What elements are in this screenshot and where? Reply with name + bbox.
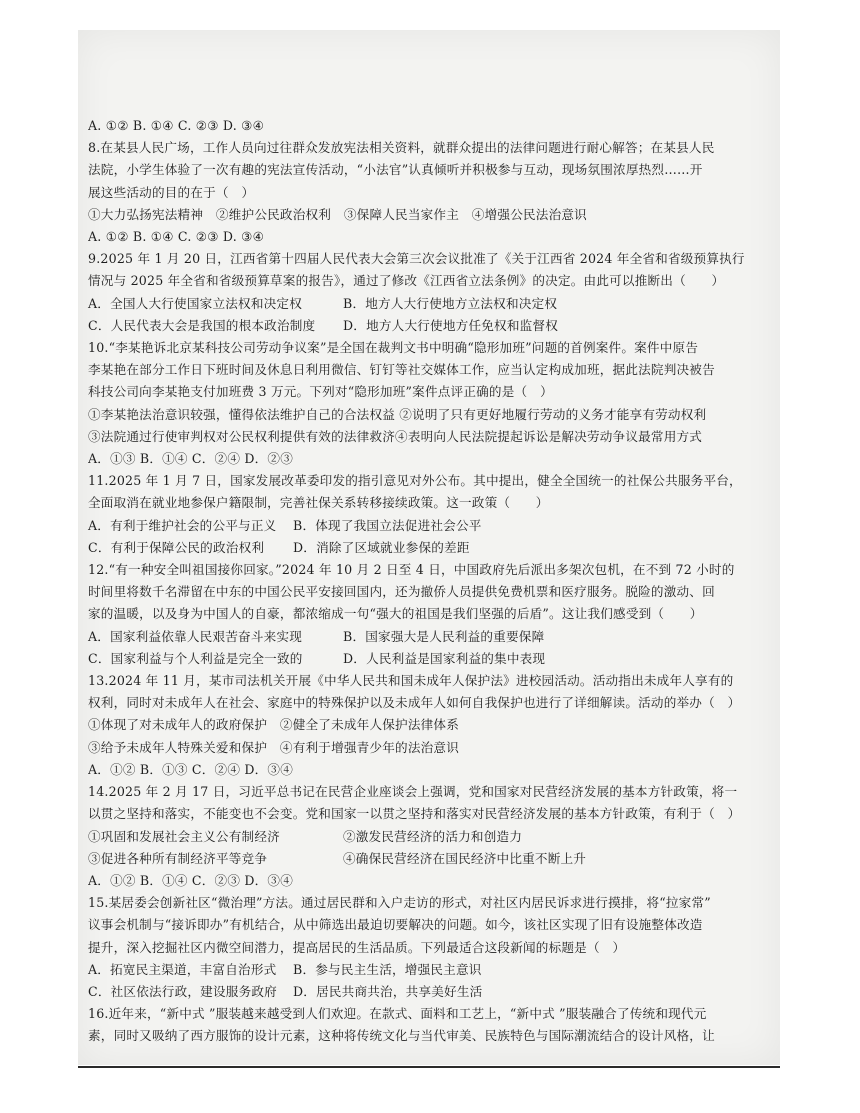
q14-statement-3: ③促进各种所有制经济平等竞争 (88, 850, 268, 866)
q12-stem-line-2: 时间里将数千名滞留在中东的中国公民平安接回国内，还为撤侨人员提供免费机票和医疗服务。脱险的激动、回 (88, 584, 715, 600)
q12-option-b: B．国家强大是人民利益的重要保障 (343, 628, 545, 644)
q11-stem-line-2: 全面取消在就业地参保户籍限制，完善社保关系转移接续政策。这一政策（ ） (88, 495, 549, 511)
q14-statements-row-1 (88, 826, 768, 848)
q15-option-b: B．参与民主生活，增强民主意识 (293, 961, 482, 977)
q14-stem-line-2: 以贯之坚持和落实，不能变也不会变。党和国家一以贯之坚持和落实对民营经济发展的基本方针政策，有利于（ ） (88, 806, 741, 822)
q10-statements-2: ③法院通过行使审判权对公民权利提供有效的法律救济④表明向人民法院提起诉讼是解决劳动争议最常用方式 (88, 428, 703, 444)
q14-statements-row-2 (88, 848, 768, 870)
q12-option-a: A．国家利益依靠人民艰苦奋斗来实现 (88, 628, 302, 644)
q11-option-c: C．有利于保障公民的政治权利 (88, 539, 265, 555)
q14-statement-4: ④确保民营经济在国民经济中比重不断上升 (343, 850, 587, 866)
q11-options-row-1 (88, 515, 768, 537)
q15-options-row-1 (88, 959, 768, 981)
q10-stem-line-2: 李某艳在部分工作日下班时间及休息日利用微信、钉钉等社交媒体工作，应当认定构成加班，据此法院判决被告 (88, 362, 715, 378)
q11-option-b: B．体现了我国立法促进社会公平 (293, 517, 482, 533)
q12-options-row-2 (88, 648, 768, 670)
q12-option-d: D．人民利益是国家利益的集中表现 (343, 650, 546, 666)
q13-statements-1: ①体现了对未成年人的政府保护 ②健全了未成年人保护法律体系 (88, 717, 460, 733)
q9-stem-line-2: 情况与 2025 年全省和省级预算草案的报告》，通过了修改《江西省立法条例》的决定。由此可以推断出（ ） (88, 273, 725, 289)
q7-answer-choices: A. ①② B. ①④ C. ②③ D. ③④ (88, 118, 265, 133)
q10-answer-choices: A．①③ B．①④ C．②④ D．②③ (88, 451, 294, 467)
q15-options-row-2 (88, 981, 768, 1003)
q14-answer-choices: A．①② B．①④ C．②③ D．③④ (88, 872, 294, 888)
q15-option-c: C．社区依法行政，建设服务政府 (88, 983, 277, 999)
q12-stem-line-3: 家的温暖，以及身为中国人的自豪，都浓缩成一句“强大的祖国是我们坚强的后盾”。这让我们感受到（ ） (88, 606, 703, 622)
q16-stem-line-1: 16.近年来，“新中式 ”服装越来越受到人们欢迎。在款式、面料和工艺上，“新中式 ”服装融合了传统和现代元 (88, 1006, 707, 1022)
q12-option-c: C．国家利益与个人利益是完全一致的 (88, 650, 303, 666)
q10-stem-line-1: 10.“李某艳诉北京某科技公司劳动争议案”是全国在裁判文书中明确“隐形加班”问题的首例案件。案件中原告 (88, 340, 699, 356)
q9-options-row-1 (88, 293, 768, 315)
q15-stem-line-1: 15.某居委会创新社区“微治理”方法。通过居民群和入户走访的形式，对社区内居民诉求进行摸排，将“拉家常” (88, 895, 711, 911)
q11-options-row-2 (88, 537, 768, 559)
q14-statement-2: ②激发民营经济的活力和创造力 (343, 828, 523, 844)
q10-statements-1: ①李某艳法治意识较强，懂得依法维护自己的合法权益 ②说明了只有更好地履行劳动的义务才能享有劳动权利 (88, 406, 707, 422)
q8-answer-choices: A. ①② B. ①④ C. ②③ D. ③④ (88, 229, 265, 245)
q8-statements: ①大力弘扬宪法精神 ②维护公民政治权利 ③保障人民当家作主 ④增强公民法治意识 (88, 206, 587, 222)
q11-stem-line-1: 11.2025 年 1 月 7 日，国家发展改革委印发的指引意见对外公布。其中提出，健全全国统一的社保公共服务平台， (88, 473, 742, 489)
q12-stem-line-1: 12.“有一种安全叫祖国接你回家。”2024 年 10 月 2 日至 4 日，中国政府先后派出多架次包机，在不到 72 小时的 (88, 562, 735, 578)
q14-stem-line-1: 14.2025 年 2 月 17 日，习近平总书记在民营企业座谈会上强调，党和国家对民营经济发展的基本方针政策，将一 (88, 784, 738, 800)
q15-option-d: D．居民共商共治，共享美好生活 (293, 983, 483, 999)
q9-options-row-2 (88, 315, 768, 337)
q13-statements-2: ③给予未成年人特殊关爱和保护 ④有利于增强青少年的法治意识 (88, 739, 460, 755)
q15-stem-line-3: 提升，深入挖掘社区内微空间潜力，提高居民的生活品质。下列最适合这段新闻的标题是（ ） (88, 939, 626, 955)
q13-answer-choices: A．①② B．①③ C．②④ D．③④ (88, 761, 294, 777)
q8-stem-line-3: 展这些活动的目的在于（ ） (88, 184, 255, 200)
q14-statement-1: ①巩固和发展社会主义公有制经济 (88, 828, 280, 844)
exam-questions (88, 115, 768, 1048)
q15-stem-line-2: 议事会机制与“接诉即办”有机结合，从中筛选出最迫切要解决的问题。如今，该社区实现了旧有设施整体改造 (88, 917, 703, 933)
q13-stem-line-2: 权利，同时对未成年人在社会、家庭中的特殊保护以及未成年人如何自我保护也进行了详细解读。活动的举办（ ） (88, 695, 741, 711)
q9-stem-line-1: 9.2025 年 1 月 20 日，江西省第十四届人民代表大会第三次会议批准了《关于江西省 2024 年全省和省级预算执行 (88, 251, 745, 267)
q8-stem-line-2: 法院，小学生体验了一次有趣的宪法宣传活动，“小法官”认真倾听并积极参与互动，现场氛围浓厚热烈……开 (88, 162, 703, 178)
q11-option-d: D．消除了区域就业参保的差距 (293, 539, 470, 555)
q13-stem-line-1: 13.2024 年 11 月，某市司法机关开展《中华人民共和国未成年人保护法》进校园活动。活动指出未成年人享有的 (88, 673, 734, 689)
q15-option-a: A．拓宽民主渠道，丰富自治形式 (88, 961, 277, 977)
q9-option-b: B．地方人大行使地方立法权和决定权 (343, 295, 558, 311)
q9-option-c: C．人民代表大会是我国的根本政治制度 (88, 317, 316, 333)
q12-options-row-1 (88, 626, 768, 648)
q8-stem-line-1: 8.在某县人民广场，工作人员向过往群众发放宪法相关资料，就群众提出的法律问题进行耐心解答；在某县人民 (88, 140, 715, 156)
q9-option-a: A．全国人大行使国家立法权和决定权 (88, 295, 302, 311)
q9-option-d: D．地方人大行使地方任免权和监督权 (343, 317, 558, 333)
q11-option-a: A．有利于维护社会的公平与正义 (88, 517, 277, 533)
q16-stem-line-2: 素，同时又吸纳了西方服饰的设计元素，这种将传统文化与当代审美、民族特色与国际潮流结合的设计风格，让 (88, 1028, 715, 1044)
q10-stem-line-3: 科技公司向李某艳支付加班费 3 万元。下列对“隐形加班”案件点评正确的是（ ） (88, 384, 553, 400)
page-bottom-rule (78, 1066, 780, 1068)
